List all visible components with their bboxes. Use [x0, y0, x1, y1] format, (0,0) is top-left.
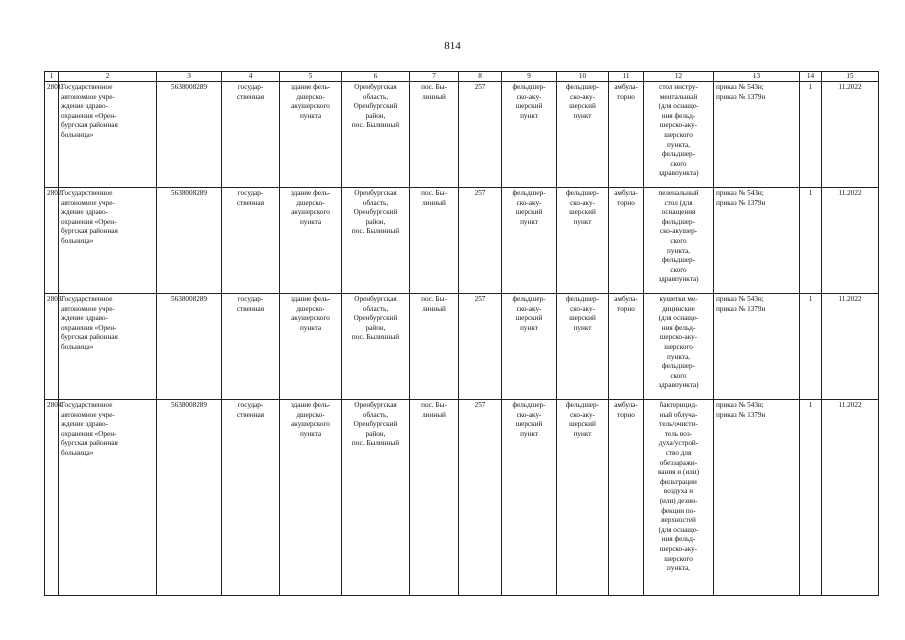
inn-code: 5638008289 [157, 82, 222, 188]
ownership-form: государ- ственная [222, 294, 280, 400]
row-number: 2802. [45, 188, 59, 294]
unit-type: фельдшер- ско-аку- шерский пункт [502, 400, 557, 596]
column-number: 6 [342, 72, 410, 82]
settlement: пос. Бы- линный [410, 294, 459, 400]
organization-name: Государственное автономное учре- ждение здраво- охранения «Орен- бургская районная больница» [59, 188, 157, 294]
column-number: 4 [222, 72, 280, 82]
column-number: 8 [459, 72, 502, 82]
date: 11.2022 [822, 82, 879, 188]
inn-code: 5638008289 [157, 400, 222, 596]
column-number: 14 [800, 72, 822, 82]
column-number: 9 [502, 72, 557, 82]
equipment-name: пеленальный стол (для оснащения фельдшер- ско-акушер- ского пункта, фельдшер- ского здравпункта) [644, 188, 714, 294]
quantity: 1 [800, 188, 822, 294]
unit-type-2: фельдшер- ско-аку- шерский пункт [557, 188, 609, 294]
unit-type-2: фельдшер- ско-аку- шерский пункт [557, 82, 609, 188]
equipment-name: бактерицид- ный облуча- тель/очисти- тель воз- духа/устрой- ство для обеззаражи- вания и (или) фильтрации воздуха и (или) дезин- фекции по- верхностей (для оснаще- ния фельд- шерско-аку- шерского пункта, [644, 400, 714, 596]
organization-name: Государственное автономное учре- ждение здраво- охранения «Орен- бургская районная больница» [59, 82, 157, 188]
column-number: 12 [644, 72, 714, 82]
row-number: 2803. [45, 294, 59, 400]
quantity: 1 [800, 82, 822, 188]
ownership-form: государ- ственная [222, 400, 280, 596]
unit-type-2: фельдшер- ско-аку- шерский пункт [557, 294, 609, 400]
equipment-name: кушетки ме- дицинские (для оснаще- ния фельд- шерско-аку- шерского пункта, фельдшер- ского здравпункта) [644, 294, 714, 400]
ownership-form: государ- ственная [222, 82, 280, 188]
building-name: здание фель- дшерско- акушерского пункта [280, 294, 342, 400]
building-name: здание фель- дшерско- акушерского пункта [280, 188, 342, 294]
table-row [45, 294, 879, 400]
building-name: здание фель- дшерско- акушерского пункта [280, 400, 342, 596]
care-conditions: амбула- торно [609, 400, 644, 596]
unit-type: фельдшер- ско-аку- шерский пункт [502, 82, 557, 188]
table-row [45, 400, 879, 596]
unit-type: фельдшер- ско-аку- шерский пункт [502, 188, 557, 294]
care-conditions: амбула- торно [609, 188, 644, 294]
order-reference: приказ № 543н; приказ № 1379н [714, 294, 800, 400]
settlement: пос. Бы- линный [410, 82, 459, 188]
address: Оренбургская область, Оренбургский район, пос. Былинный [342, 82, 410, 188]
column-number: 2 [59, 72, 157, 82]
address: Оренбургская область, Оренбургский район, пос. Былинный [342, 188, 410, 294]
quantity: 1 [800, 294, 822, 400]
order-reference: приказ № 543н; приказ № 1379н [714, 400, 800, 596]
code: 257 [459, 294, 502, 400]
code: 257 [459, 82, 502, 188]
ownership-form: государ- ственная [222, 188, 280, 294]
unit-type: фельдшер- ско-аку- шерский пункт [502, 294, 557, 400]
order-reference: приказ № 543н; приказ № 1379н [714, 188, 800, 294]
page-number: 814 [444, 40, 461, 52]
row-number: 2804. [45, 400, 59, 596]
unit-type-2: фельдшер- ско-аку- шерский пункт [557, 400, 609, 596]
care-conditions: амбула- торно [609, 294, 644, 400]
table-row [45, 82, 879, 188]
table-row [45, 188, 879, 294]
quantity: 1 [800, 400, 822, 596]
column-number: 7 [410, 72, 459, 82]
settlement: пос. Бы- линный [410, 188, 459, 294]
date: 11.2022 [822, 294, 879, 400]
settlement: пос. Бы- линный [410, 400, 459, 596]
column-number: 1 [45, 72, 59, 82]
registry-table [44, 71, 879, 596]
column-number: 5 [280, 72, 342, 82]
date: 11.2022 [822, 188, 879, 294]
order-reference: приказ № 543н; приказ № 1379н [714, 82, 800, 188]
inn-code: 5638008289 [157, 294, 222, 400]
column-number-row [45, 72, 879, 82]
column-number: 15 [822, 72, 879, 82]
column-number: 3 [157, 72, 222, 82]
date: 11.2022 [822, 400, 879, 596]
building-name: здание фель- дшерско- акушерского пункта [280, 82, 342, 188]
address: Оренбургская область, Оренбургский район, пос. Былинный [342, 294, 410, 400]
column-number: 11 [609, 72, 644, 82]
equipment-name: стол инстру- ментальный (для оснаще- ния фельд- шерско-аку- шерского пункта, фельдшер- ского здравпункта) [644, 82, 714, 188]
code: 257 [459, 400, 502, 596]
inn-code: 5638008289 [157, 188, 222, 294]
organization-name: Государственное автономное учре- ждение здраво- охранения «Орен- бургская районная больница» [59, 294, 157, 400]
row-number: 2801. [45, 82, 59, 188]
organization-name: Государственное автономное учре- ждение здраво- охранения «Орен- бургская районная больница» [59, 400, 157, 596]
care-conditions: амбула- торно [609, 82, 644, 188]
column-number: 10 [557, 72, 609, 82]
code: 257 [459, 188, 502, 294]
address: Оренбургская область, Оренбургский район, пос. Былинный [342, 400, 410, 596]
column-number: 13 [714, 72, 800, 82]
